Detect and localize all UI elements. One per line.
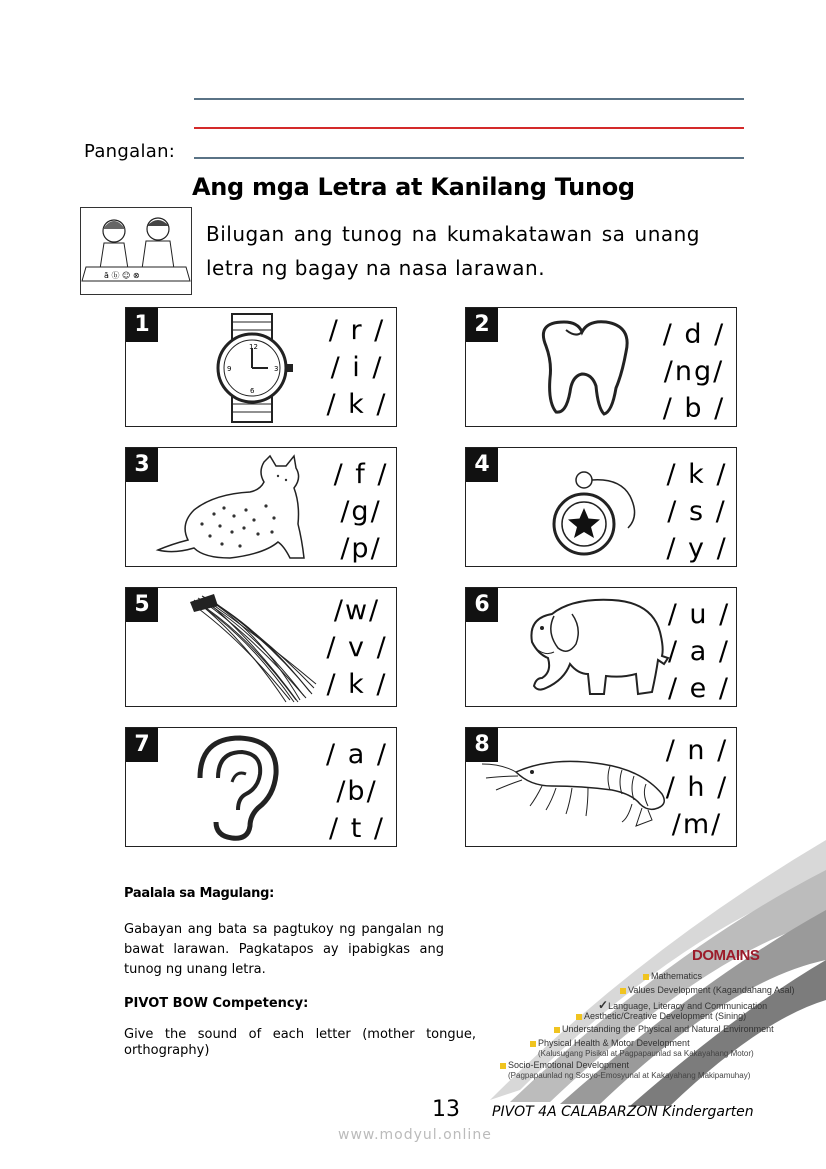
sound-option[interactable]: /b/: [336, 776, 378, 807]
domain-subtext: (Kalusugang Pisikal at Pagpapaunlad sa Kakayahang Motor): [538, 1049, 754, 1058]
sound-option[interactable]: /ng/: [663, 356, 725, 387]
item-box-4: [465, 447, 737, 567]
domain-item: Understanding the Physical and Natural Environment: [554, 1024, 774, 1034]
sound-option[interactable]: / t /: [329, 813, 385, 844]
children-drawing-image: [80, 207, 192, 295]
page-number: 13: [432, 1097, 460, 1122]
check-icon: ✓: [598, 998, 609, 1012]
parent-note-heading: Paalala sa Magulang:: [124, 886, 275, 901]
item-number: 6: [466, 588, 498, 622]
item-number: 1: [126, 308, 158, 342]
sound-option[interactable]: /p/: [340, 533, 382, 564]
svg-text:6: 6: [250, 387, 255, 395]
bullet-icon: [500, 1063, 506, 1069]
book-title: PIVOT 4A CALABARZON Kindergarten: [492, 1104, 754, 1120]
sound-option[interactable]: / u /: [667, 599, 731, 630]
item-number: 7: [126, 728, 158, 762]
sound-option[interactable]: / k /: [326, 669, 388, 700]
sound-option[interactable]: /m/: [671, 809, 723, 840]
sound-option[interactable]: / h /: [665, 772, 729, 803]
domain-item: Values Development (Kagandahang Asal): [620, 985, 794, 995]
item-number: 3: [126, 448, 158, 482]
writing-line-top: [194, 98, 744, 100]
sound-option[interactable]: / a /: [326, 739, 388, 770]
sound-option[interactable]: / v /: [326, 632, 388, 663]
domain-item: Aesthetic/Creative Development (Sining): [576, 1011, 746, 1021]
item-box-1: [125, 307, 397, 427]
bullet-icon: [576, 1014, 582, 1020]
bullet-icon: [620, 988, 626, 994]
item-number: 5: [126, 588, 158, 622]
bullet-icon: [643, 974, 649, 980]
sound-option[interactable]: /w/: [333, 595, 381, 626]
sound-option[interactable]: / s /: [667, 496, 727, 527]
item-number: 8: [466, 728, 498, 762]
domain-item: ✓Language, Literacy and Communication: [598, 998, 768, 1012]
domains-title: DOMAINS: [692, 947, 760, 964]
item-box-6: [465, 587, 737, 707]
parent-note-text: Gabayan ang bata sa pagtukoy ng pangalan ng bawat larawan. Pagkatapos ay ipabigkas ang tunog ng unang letra.: [124, 922, 444, 977]
watermark: www.modyul.online: [338, 1127, 492, 1143]
sound-option[interactable]: / d /: [662, 319, 726, 350]
item-number: 2: [466, 308, 498, 342]
bullet-icon: [530, 1041, 536, 1047]
svg-text:9: 9: [227, 365, 232, 373]
competency-text: Give the sound of each letter (mother tongue, orthography): [124, 1027, 476, 1058]
item-box-5: [125, 587, 397, 707]
domain-item: Physical Health & Motor Development: [530, 1038, 690, 1048]
sound-option[interactable]: / a /: [668, 636, 730, 667]
item-box-7: [125, 727, 397, 847]
cat-icon: [154, 454, 324, 562]
sound-option[interactable]: / n /: [665, 735, 729, 766]
domain-item: Mathematics: [643, 971, 702, 981]
svg-text:12: 12: [249, 343, 258, 351]
sound-option[interactable]: / y /: [666, 533, 728, 564]
domain-subtext: (Pagpapaunlad ng Sosyo-Emosyunal at Kakayahang Makipamuhay): [508, 1071, 751, 1080]
sound-option[interactable]: / e /: [668, 673, 730, 704]
sound-option[interactable]: /g/: [340, 496, 382, 527]
competency-heading: PIVOT BOW Competency:: [124, 996, 309, 1011]
item-box-2: [465, 307, 737, 427]
sound-option[interactable]: / r /: [328, 315, 386, 346]
svg-text:ā ⓑ ☺ ⊗: ā ⓑ ☺ ⊗: [104, 271, 140, 280]
yoyo-icon: [544, 454, 644, 562]
domain-item: Socio-Emotional Development: [500, 1060, 629, 1070]
sound-option[interactable]: / k /: [326, 389, 388, 420]
item-number: 4: [466, 448, 498, 482]
sound-option[interactable]: / b /: [662, 393, 726, 424]
shrimp-icon: [482, 742, 678, 838]
item-box-3: [125, 447, 397, 567]
instruction-text: Bilugan ang tunog na kumakatawan sa unang letra ng bagay na nasa larawan.: [206, 222, 700, 280]
elephant-icon: [502, 592, 672, 704]
page-title: Ang mga Letra at Kanilang Tunog: [192, 173, 635, 201]
sound-option[interactable]: / f /: [333, 459, 389, 490]
bullet-icon: [554, 1027, 560, 1033]
ear-icon: [186, 732, 296, 844]
sound-option[interactable]: / i /: [330, 352, 384, 383]
tooth-icon: [526, 316, 646, 420]
broom-icon: [186, 592, 326, 704]
writing-line-middle: [194, 127, 744, 129]
wristwatch-icon: [210, 312, 310, 424]
name-label: Pangalan:: [84, 141, 176, 162]
item-box-8: [465, 727, 737, 847]
writing-line-bottom: [194, 157, 744, 159]
svg-text:3: 3: [274, 365, 279, 373]
sound-option[interactable]: / k /: [666, 459, 728, 490]
